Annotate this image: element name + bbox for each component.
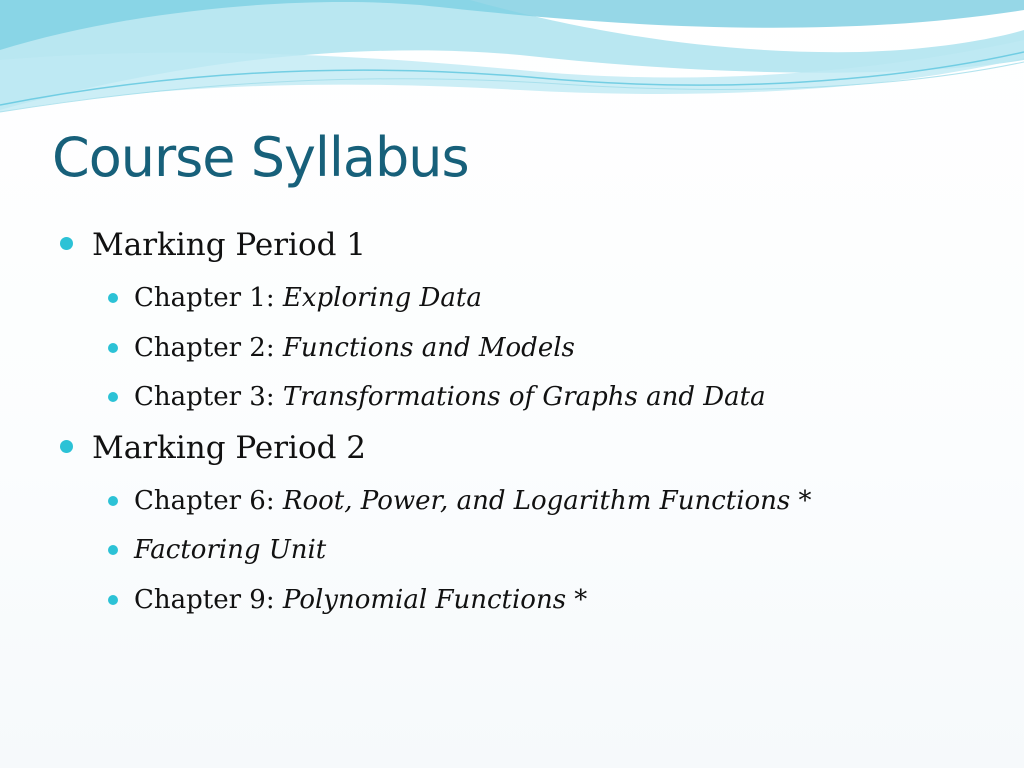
list-item-chapter-6	[60, 477, 1000, 527]
item-prefix: Chapter 2:	[134, 332, 283, 363]
item-title: Factoring Unit	[134, 535, 327, 565]
bullet-dot-icon	[108, 343, 118, 353]
item-title: Exploring Data	[282, 283, 482, 313]
section-heading-marking-period-1	[60, 222, 1000, 268]
wave-header-decoration	[0, 0, 1024, 130]
item-title: Functions and Models	[282, 332, 575, 363]
section-items-marking-period-2	[60, 477, 1000, 626]
item-prefix: Chapter 3:	[134, 382, 283, 412]
bullet-dot-icon	[108, 392, 118, 402]
section-label: Marking Period 2	[92, 429, 367, 466]
item-title: Root, Power, and Logarithm Functions *	[282, 485, 812, 516]
list-item-factoring-unit	[60, 526, 1000, 576]
bullet-dot-icon	[60, 440, 73, 453]
bullet-dot-icon	[108, 595, 118, 605]
section-label: Marking Period 1	[92, 227, 367, 263]
list-item-chapter-2	[60, 324, 1000, 374]
item-prefix: Chapter 1:	[134, 283, 283, 313]
section-heading-marking-period-2	[60, 425, 1000, 471]
list-item-chapter-9	[60, 576, 1000, 626]
item-title: Transformations of Graphs and Data	[282, 382, 766, 412]
section-items-marking-period-1	[60, 274, 1000, 423]
slide-title: Course Syllabus	[52, 126, 469, 189]
syllabus-content	[60, 222, 1000, 627]
bullet-dot-icon	[108, 545, 118, 555]
list-item-chapter-3	[60, 373, 1000, 423]
bullet-dot-icon	[60, 237, 73, 250]
list-item-chapter-1	[60, 274, 1000, 324]
bullet-dot-icon	[108, 496, 118, 506]
item-title: Polynomial Functions *	[282, 584, 588, 615]
item-prefix: Chapter 6:	[134, 485, 283, 516]
item-prefix: Chapter 9:	[134, 584, 283, 615]
bullet-dot-icon	[108, 293, 118, 303]
